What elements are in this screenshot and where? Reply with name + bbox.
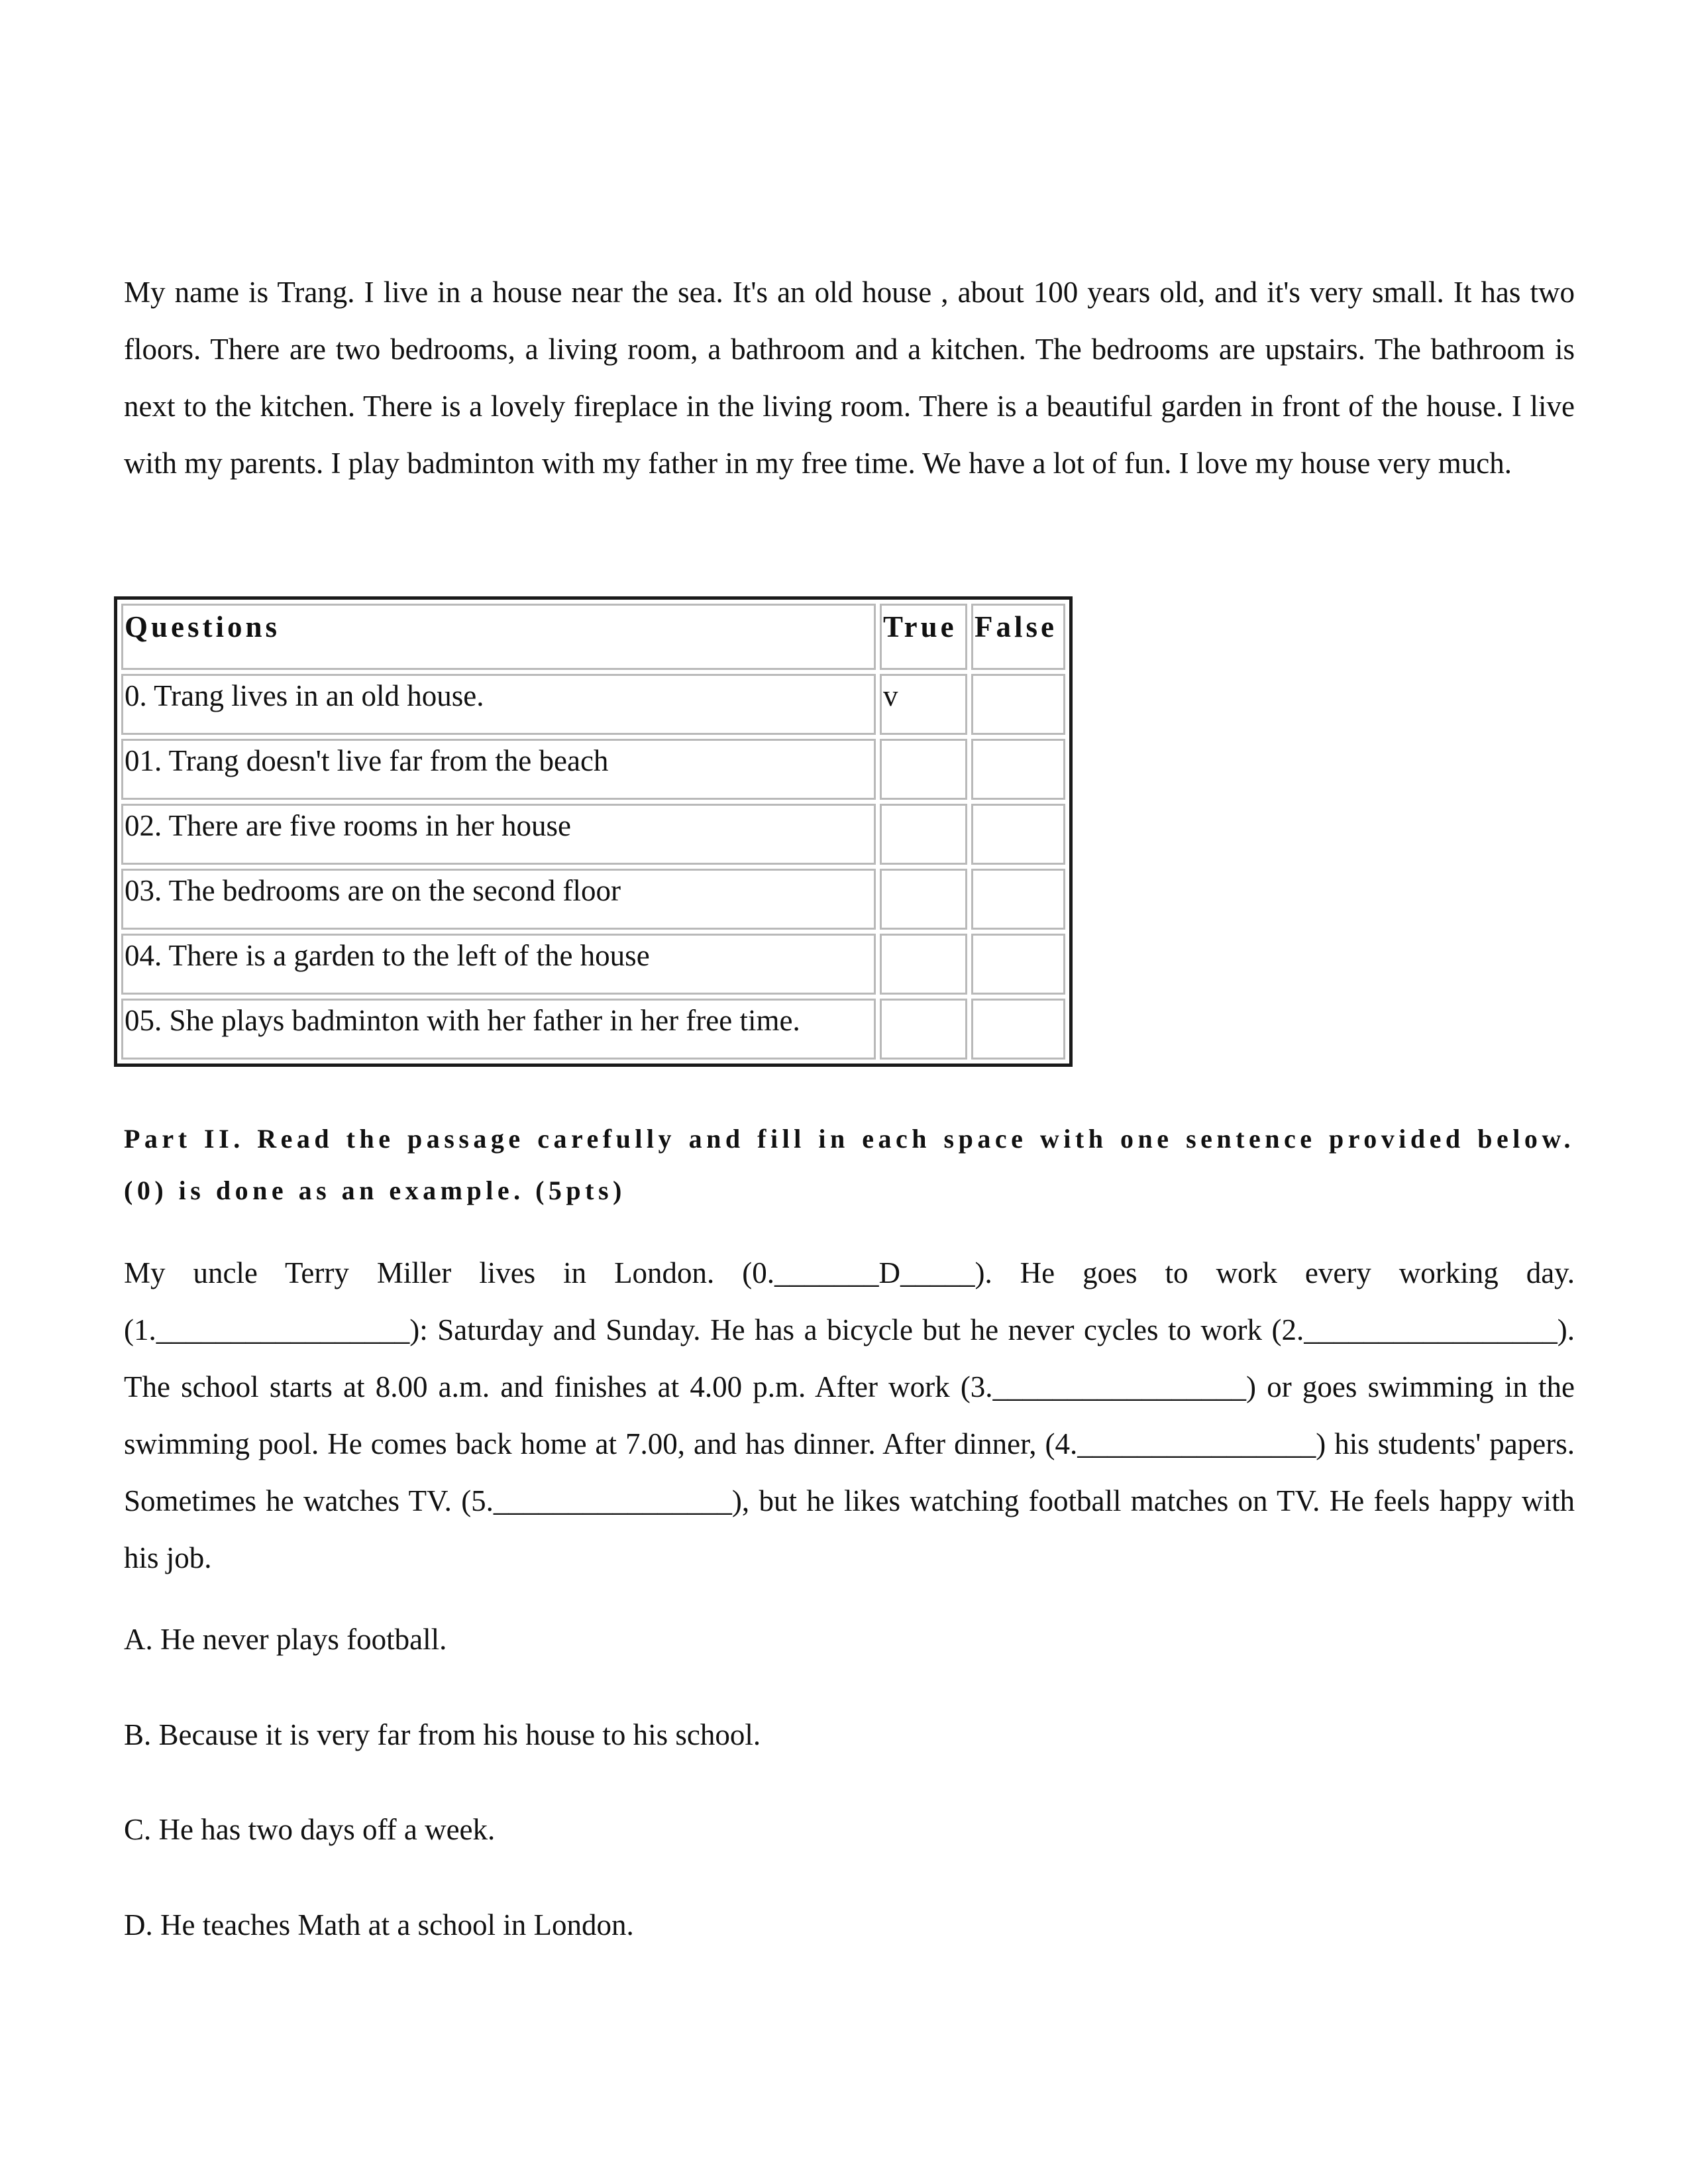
header-questions: Questions — [121, 604, 876, 670]
question-cell: 05. She plays badminton with her father in her free time. — [121, 999, 876, 1060]
true-cell[interactable] — [880, 804, 967, 865]
false-cell[interactable] — [971, 999, 1065, 1060]
false-cell[interactable] — [971, 674, 1065, 735]
option-c: C. He has two days off a week. — [124, 1813, 496, 1846]
option-d: D. He teaches Math at a school in London. — [124, 1908, 634, 1941]
part2-instruction: Part II. Read the passage carefully and fill in each space with one sentence provided below. (0) is done as an example. (5pts) — [124, 1124, 1575, 1205]
false-cell[interactable] — [971, 934, 1065, 995]
true-cell[interactable] — [880, 999, 967, 1060]
worksheet-page — [124, 264, 1575, 1941]
question-cell: 04. There is a garden to the left of the house — [121, 934, 876, 995]
question-cell: 02. There are five rooms in her house — [121, 804, 876, 865]
header-false: False — [971, 604, 1065, 670]
question-cell: 0. Trang lives in an old house. — [121, 674, 876, 735]
true-cell[interactable] — [880, 739, 967, 800]
option-a: A. He never plays football. — [124, 1623, 447, 1656]
table-row — [121, 869, 1065, 930]
question-cell: 01. Trang doesn't live far from the beach — [121, 739, 876, 800]
false-cell[interactable] — [971, 739, 1065, 800]
true-cell[interactable]: v — [880, 674, 967, 735]
option-b: B. Because it is very far from his house to his school. — [124, 1718, 761, 1751]
table-row — [121, 999, 1065, 1060]
header-true: True — [880, 604, 967, 670]
true-cell[interactable] — [880, 934, 967, 995]
true-cell[interactable] — [880, 869, 967, 930]
table-row — [121, 674, 1065, 735]
true-false-table — [114, 596, 1073, 1067]
table-row — [121, 804, 1065, 865]
table-row — [121, 934, 1065, 995]
table-header-row — [121, 604, 1065, 670]
false-cell[interactable] — [971, 869, 1065, 930]
cloze-passage: My uncle Terry Miller lives in London. (0._______D_____). He goes to work every working day. (1._________________): Saturday and Sunday. He has a bicycle but he never cycles to work (2._________________). The school starts at 8.00 a.m. and finishes at 4.00 p.m. After work (3._________________) or goes swimming in the swimming pool. He comes back home at 7.00, and has dinner. After dinner, (4.________________) his students' papers. Sometimes he watches TV. (5.________________), but he likes watching football matches on TV. He feels happy with his job. — [124, 1256, 1575, 1574]
reading-passage: My name is Trang. I live in a house near the sea. It's an old house , about 100 years old, and it's very small. It has two floors. There are two bedrooms, a living room, a bathroom and a kitchen. The bedrooms are upstairs. The bathroom is next to the kitchen. There is a lovely fireplace in the living room. There is a beautiful garden in front of the house. I live with my parents. I play badminton with my father in my free time. We have a lot of fun. I love my house very much. — [124, 276, 1575, 480]
false-cell[interactable] — [971, 804, 1065, 865]
table-row — [121, 739, 1065, 800]
question-cell: 03. The bedrooms are on the second floor — [121, 869, 876, 930]
